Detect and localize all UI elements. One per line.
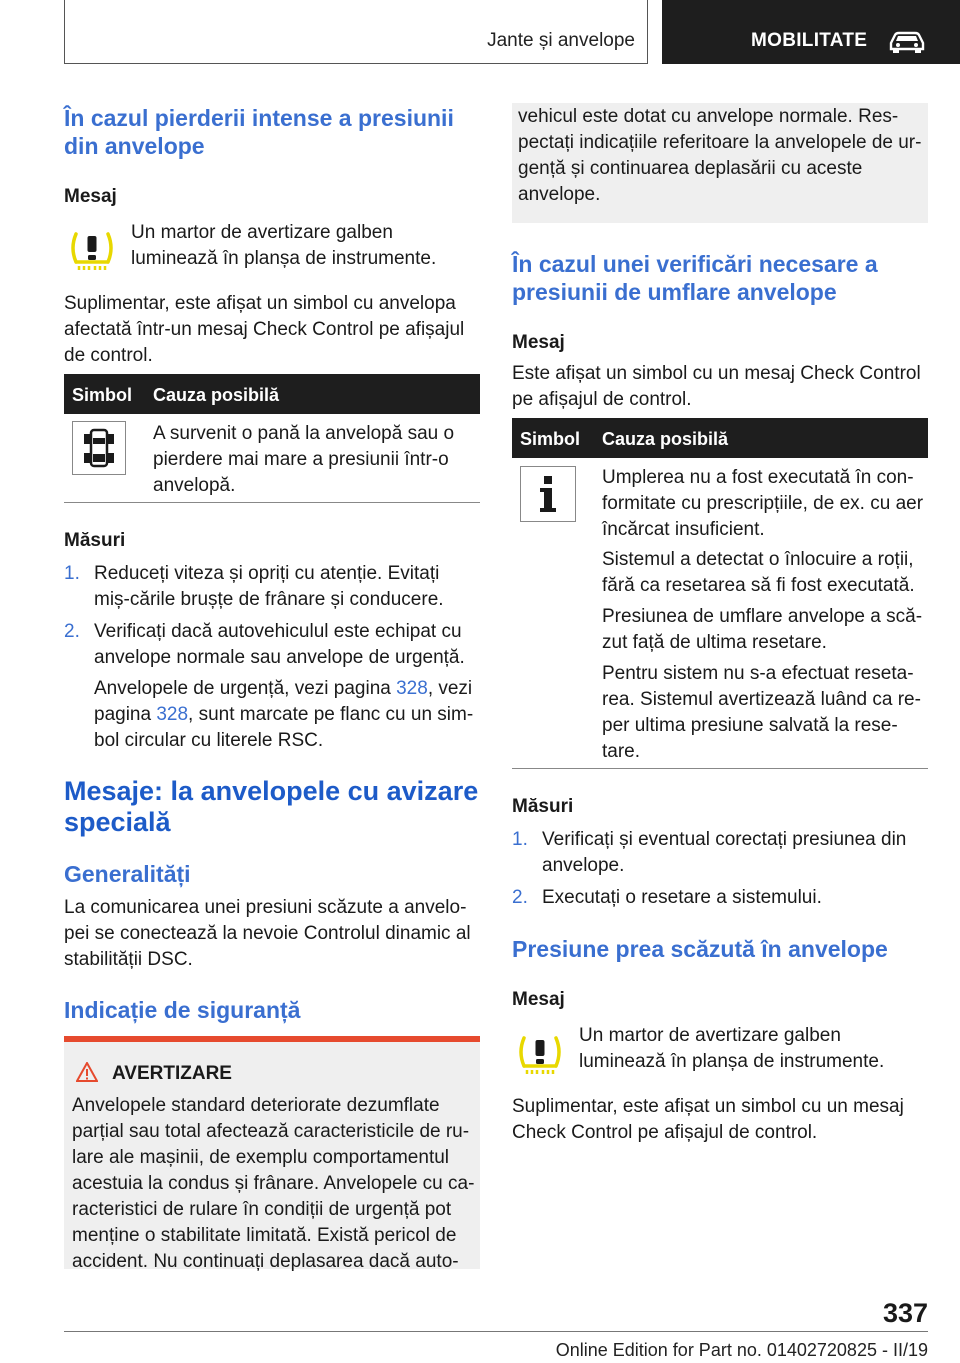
footer-divider	[64, 1331, 928, 1332]
table-col-symbol: Simbol	[520, 429, 581, 449]
symbol-table-header	[512, 418, 928, 458]
page-link-328[interactable]: 328	[396, 678, 428, 699]
warning-triangle-icon	[76, 1062, 98, 1082]
heading-safety: Indicație de siguranță	[64, 997, 301, 1023]
page-link-328[interactable]: 328	[156, 704, 189, 725]
list-item: 2. Executați o resetare a sistemului.	[512, 887, 822, 908]
warning-box	[64, 1042, 480, 1272]
message-label: Mesaj	[512, 332, 565, 353]
info-symbol	[520, 466, 576, 522]
supplementary-text: Suplimentar, este afișat un simbol cu un mesaj Check Control pe afișajul de control.	[512, 1096, 904, 1143]
message-label: Mesaj	[64, 186, 117, 207]
list-item: 2. Verificați dacă autovehiculul este echipat cu anvelope normale sau anvelope de urgență.	[64, 621, 465, 668]
supplementary-text: Suplimentar, este afișat un simbol cu anvelopa afectată într-un mesaj Check Control pe afișajul de control.	[64, 293, 465, 366]
heading-low-pressure: Presiune prea scăzută în anvelope	[512, 936, 888, 962]
info-icon	[521, 467, 575, 521]
warning-box-continued	[512, 103, 928, 223]
symbol-table-header	[64, 374, 480, 414]
measures-label: Măsuri	[64, 530, 126, 551]
cause-3: Presiunea de umflare anvelope a scă-zut față de ultima resetare.	[602, 606, 923, 653]
message-label: Mesaj	[512, 989, 565, 1010]
table-col-cause: Cauza posibilă	[153, 385, 280, 405]
heading-pressure-check: În cazul unei verificări necesare a presiunii de umflare anvelope	[512, 251, 878, 305]
general-text: La comunicarea unei presiuni scăzute a anvelo-pei se conectează la nevoie Controlul dinamic al stabilității DSC.	[64, 897, 471, 970]
heading-pressure-loss: În cazul pierderii intense a presiunii din anvelope	[64, 105, 454, 159]
cause-4: Pentru sistem nu s-a efectuat reseta-rea. Sistemul avertizează luând ca re-per ultima presiune salvată la rese-tare.	[602, 663, 921, 762]
message-text: Un martor de avertizare galben luminează în planșa de instrumente.	[579, 1025, 885, 1072]
edition-note: Online Edition for Part no. 01402720825 - II/19	[555, 1340, 928, 1360]
car-top-view-icon	[73, 422, 125, 474]
message-text: Un martor de avertizare galben luminează în planșa de instrumente.	[131, 222, 437, 269]
measures-list	[64, 561, 480, 671]
header-section-title: Jante și anvelope	[487, 30, 635, 51]
header-section-box	[64, 0, 648, 64]
emergency-tire-note: Anvelopele de urgență, vezi pagina 328, vezi pagina 328, sunt marcate pe flanc cu un sim-bol circular cu literele RSC.	[94, 678, 474, 751]
heading-special-tires: Mesaje: la anvelopele cu avizare specială	[64, 776, 479, 837]
table-divider	[64, 502, 480, 503]
warning-title: AVERTIZARE	[112, 1063, 232, 1084]
page-number: 337	[882, 1298, 928, 1328]
tire-pressure-warning-icon	[68, 228, 116, 272]
header-chapter-box	[662, 0, 960, 64]
table-divider	[512, 768, 928, 769]
table-row-cause: A survenit o pană la anvelopă sau o pierdere mai mare a presiunii într-o anvelopă.	[153, 423, 455, 496]
measures-label: Măsuri	[512, 796, 574, 817]
cause-1: Umplerea nu a fost executată în con-formitate cu prescripțiile, de ex. cu aer încărcat insuficient.	[602, 467, 924, 540]
heading-general: Generalități	[64, 861, 191, 887]
table-col-symbol: Simbol	[72, 385, 133, 405]
table-col-cause: Cauza posibilă	[602, 429, 729, 449]
cause-2: Sistemul a detectat o înlocuire a roții, fără ca resetarea să fi fost executată.	[602, 549, 915, 596]
flat-tire-symbol	[72, 421, 126, 475]
measures-list	[512, 827, 928, 911]
message-text: Este afișat un simbol cu un mesaj Check Control pe afișajul de control.	[512, 363, 921, 410]
list-item: 1. Verificați și eventual corectați presiunea din anvelope.	[512, 829, 907, 876]
car-icon	[888, 29, 926, 53]
tire-pressure-warning-icon	[516, 1032, 564, 1076]
warning-continued-text: vehicul este dotat cu anvelope normale. Res-pectați indicațiile referitoare la anvelopele de ur-gență și continuarea deplasării cu aceste anvelope.	[518, 106, 922, 205]
list-item: 1. Reduceți viteza și opriți cu atenție. Evitați miș-cările brușțe de frânare și conducere.	[64, 563, 444, 610]
header-chapter-title: MOBILITATE	[751, 30, 868, 51]
warning-text: Anvelopele standard deteriorate dezumflate parțial sau total afectează caracteristicile de ru-lare ale mașinii, de exemplu comportamentul acestuia la condus și frânare. Anvelopele cu ca-racteristici de rulare în condiții de urgență pot menține o stabilitate limitată. Există pericol de accident. Nu continuați deplasarea dacă auto-	[72, 1095, 475, 1272]
